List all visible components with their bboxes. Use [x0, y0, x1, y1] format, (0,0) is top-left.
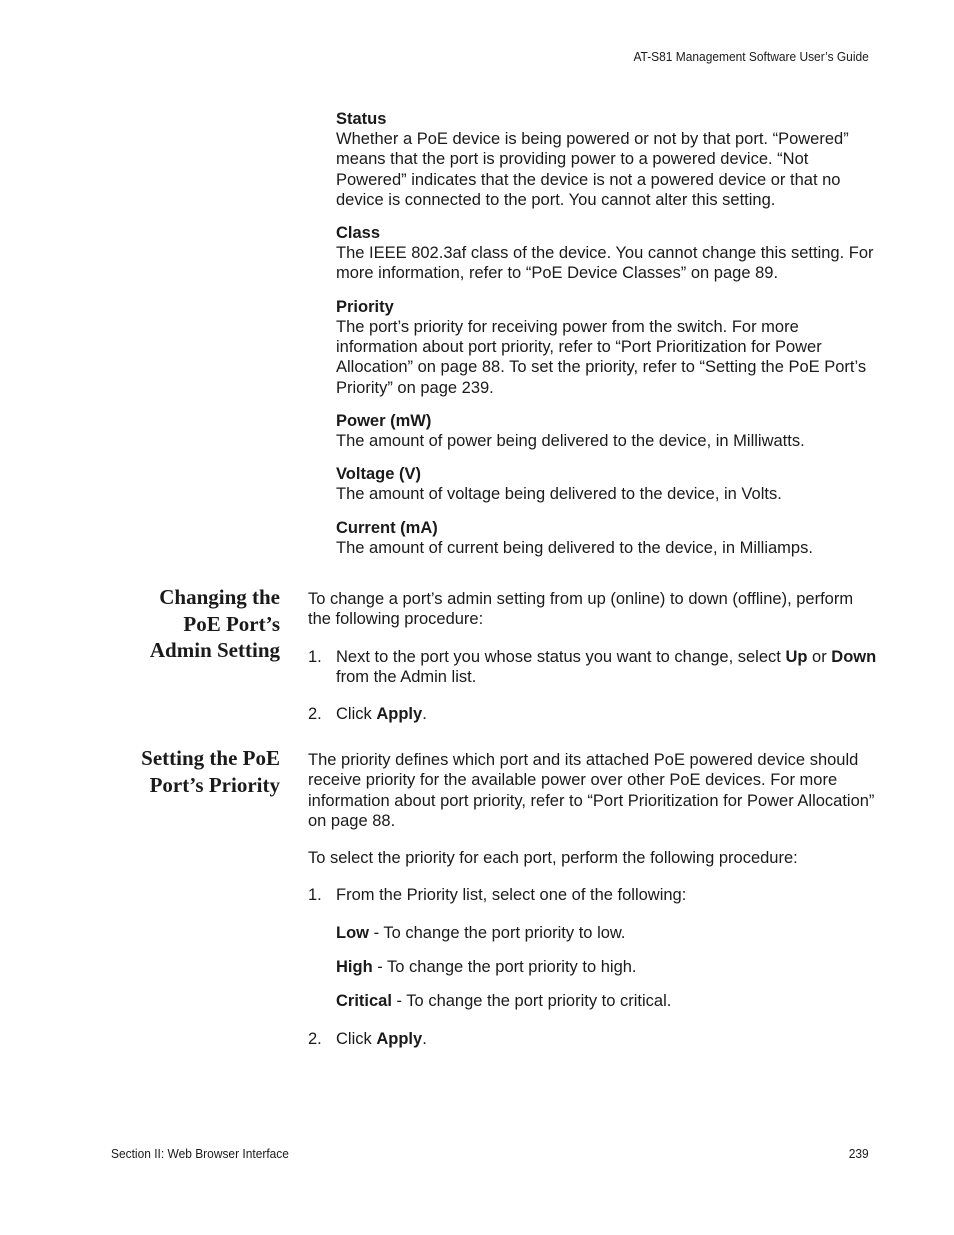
definition-status: [336, 109, 876, 210]
definition-term: Priority: [336, 297, 394, 316]
definition-desc: The amount of current being delivered to the device, in Milliamps.: [336, 538, 813, 557]
footer-section: Section II: Web Browser Interface: [111, 1146, 289, 1161]
definition-desc: The port’s priority for receiving power from the switch. For more information about port priority, refer to “Port Prioritization for Power Allocation” on page 88. To set the priority, refer to “Setting the PoE Port’s Priority” on page 239.: [336, 317, 867, 397]
definition-term: Current (mA): [336, 518, 438, 537]
step-text: from the Admin list.: [336, 667, 477, 686]
step-number: 2.: [308, 1029, 322, 1048]
paragraph: To select the priority for each port, perform the following procedure:: [308, 849, 798, 868]
definition-desc: The amount of power being delivered to the device, in Milliwatts.: [336, 431, 805, 450]
procedure-step: [308, 1029, 878, 1049]
step-keyword: Up: [785, 647, 808, 666]
procedure-step: [308, 647, 878, 688]
step-text: Click: [336, 1029, 377, 1048]
definition-priority: [336, 297, 876, 398]
option-text: - To change the port priority to critical.: [391, 992, 672, 1011]
option-text: - To change the port priority to high.: [372, 958, 637, 977]
priority-option-low: [308, 923, 878, 943]
option-keyword: Critical: [336, 992, 392, 1011]
step-text: .: [422, 705, 427, 724]
paragraph: The priority defines which port and its attached PoE powered device should receive priority for the available power over other PoE devices. For more information about port priority, refer to “Port Prioritization for Power Allocation” on page 88.: [308, 751, 875, 830]
section-heading-admin: [150, 584, 280, 664]
definition-term: Voltage (V): [336, 465, 421, 484]
step-keyword: Down: [831, 647, 877, 666]
priority-option-high: [308, 957, 878, 977]
step-number: 1.: [308, 886, 322, 905]
heading-line: Port’s Priority: [149, 772, 280, 797]
page-number: 239: [849, 1146, 869, 1161]
procedure-step: [308, 885, 878, 905]
definition-desc: The IEEE 802.3af class of the device. You cannot change this setting. For more information, refer to “PoE Device Classes” on page 89.: [336, 244, 874, 283]
option-text: - To change the port priority to low.: [369, 923, 626, 942]
step-text: Click: [336, 705, 377, 724]
procedure-step: [308, 704, 878, 724]
option-keyword: Low: [336, 923, 369, 942]
definition-class: [336, 223, 876, 284]
running-header: AT-S81 Management Software User’s Guide: [633, 49, 869, 64]
definition-list: [336, 109, 876, 571]
heading-line: PoE Port’s: [183, 611, 280, 636]
section-body-admin: [308, 589, 878, 724]
definition-voltage: [336, 464, 876, 504]
section-heading-priority: [141, 745, 280, 798]
option-keyword: High: [336, 958, 373, 977]
heading-line: Setting the PoE: [141, 746, 280, 770]
definition-term: Class: [336, 224, 381, 243]
definition-desc: Whether a PoE device is being powered or not by that port. “Powered” means that the port is providing power to a powered device. “Not Powered” indicates that the device is not a powered device or that no device is connected to the port. You cannot alter this setting.: [336, 130, 849, 209]
step-keyword: Apply: [376, 705, 423, 724]
step-text: or: [807, 647, 832, 666]
step-number: 2.: [308, 705, 322, 724]
definition-term: Power (mW): [336, 411, 432, 430]
step-keyword: Apply: [376, 1029, 423, 1048]
heading-line: Changing the: [159, 585, 280, 609]
definition-current: [336, 518, 876, 558]
definition-term: Status: [336, 110, 387, 128]
step-text: Next to the port you whose status you want to change, select: [336, 647, 786, 666]
paragraph: To change a port’s admin setting from up (online) to down (offline), perform the following procedure:: [308, 590, 854, 629]
step-number: 1.: [308, 647, 322, 666]
priority-option-critical: [308, 991, 878, 1011]
step-text: .: [422, 1029, 427, 1048]
definition-desc: The amount of voltage being delivered to the device, in Volts.: [336, 485, 782, 504]
definition-power: [336, 411, 876, 451]
heading-line: Admin Setting: [149, 638, 280, 662]
section-body-priority: [308, 750, 878, 1049]
step-text: From the Priority list, select one of the following:: [336, 886, 687, 905]
